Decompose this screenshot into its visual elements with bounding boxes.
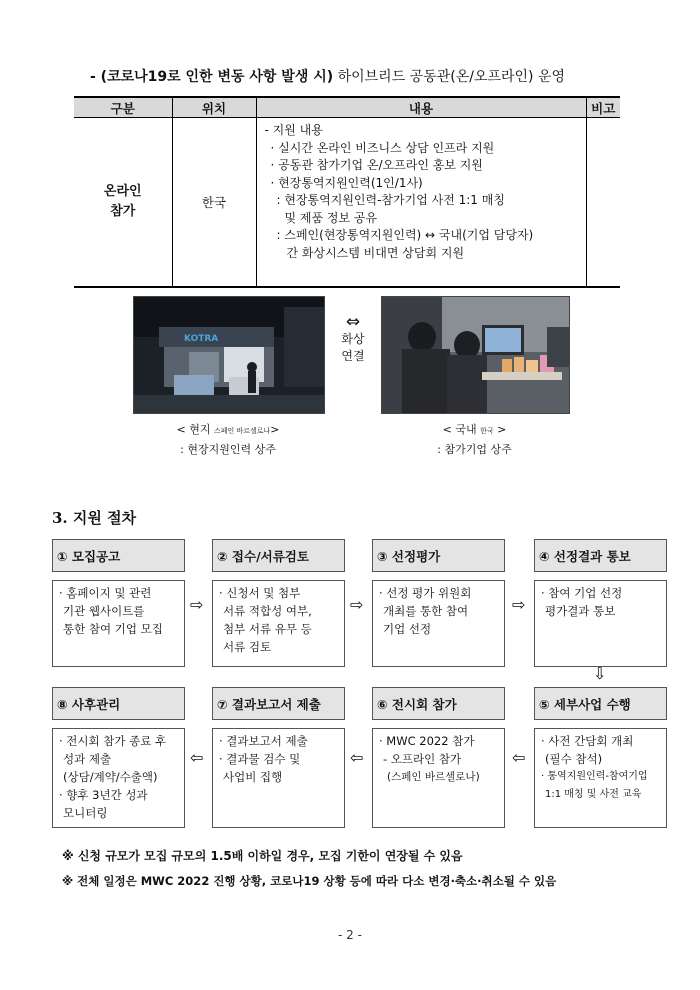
header-content: 내용 xyxy=(256,97,586,118)
left-photo-caption xyxy=(133,421,323,457)
step-line: 평가결과 통보 xyxy=(545,604,616,618)
cell-location: 한국 xyxy=(172,118,256,288)
step-line: · MWC 2022 참가 xyxy=(379,734,475,748)
section-title: 3. 지원 절차 xyxy=(52,509,137,527)
step-line: 서류 적합성 여부, xyxy=(223,604,312,618)
step-1 xyxy=(52,539,185,667)
table-header-row xyxy=(74,97,620,118)
arrow-right-icon: ⇨ xyxy=(512,595,526,614)
step-title: ⑦ 결과보고서 제출 xyxy=(212,687,345,720)
content-line: : 스페인(현장통역지원인력) ↔ 국내(기업 담당자) xyxy=(276,228,534,242)
step-line: (상담/계약/수출액) xyxy=(63,770,158,784)
step-line: 서류 검토 xyxy=(223,640,272,654)
step-line: 기관 웹사이트를 xyxy=(63,604,145,618)
step-body xyxy=(52,728,185,828)
link-text: 화상 xyxy=(341,332,365,346)
caption-small: 스페인 바르셀로나 xyxy=(213,427,271,435)
header-location: 위치 xyxy=(172,97,256,118)
step-3 xyxy=(372,539,505,667)
step-title: ⑧ 사후관리 xyxy=(52,687,185,720)
step-body xyxy=(212,728,345,828)
headline-prefix: - (코로나19로 인한 변동 사항 발생 시) xyxy=(90,69,334,85)
link-arrow-icon: ⇔ xyxy=(345,312,361,332)
participants-photo-image xyxy=(382,297,569,413)
caption-small: 한국 xyxy=(480,427,494,435)
step-line: · 선정 평가 위원회 xyxy=(379,586,472,600)
step-line: · 홈페이지 및 관련 xyxy=(59,586,152,600)
step-line: 기업 선정 xyxy=(383,622,432,636)
arrow-right-icon: ⇨ xyxy=(350,595,364,614)
step-line: (필수 참석) xyxy=(545,752,603,766)
participants-photo xyxy=(381,296,570,414)
caption-sub: : 참가기업 상주 xyxy=(437,443,512,456)
headline-rest: 하이브리드 공동관(온/오프라인) 운영 xyxy=(333,69,566,85)
arrow-left-icon: ⇦ xyxy=(512,748,526,767)
category-line: 참가 xyxy=(110,204,136,219)
step-body xyxy=(534,580,667,667)
content-line: · 현장통역지원인력(1인/1사) xyxy=(270,175,423,190)
booth-photo-image xyxy=(134,297,324,413)
caption-sub: : 현장지원인력 상주 xyxy=(180,443,276,456)
step-body xyxy=(372,728,505,828)
caption-text: < 현지 xyxy=(176,423,214,436)
step-line: 성과 제출 xyxy=(63,752,112,766)
link-text: 연결 xyxy=(341,349,365,363)
step-title: ④ 선정결과 통보 xyxy=(534,539,667,572)
step-line: · 결과보고서 제출 xyxy=(219,734,308,748)
section-headline xyxy=(90,66,565,86)
step-line: 통한 참여 기업 모집 xyxy=(63,622,163,636)
step-line: 첨부 서류 유무 등 xyxy=(223,622,312,636)
step-title: ② 접수/서류검토 xyxy=(212,539,345,572)
content-line: · 공동관 참가기업 온/오프라인 홍보 지원 xyxy=(270,158,483,172)
step-line: · 사전 간담회 개최 xyxy=(541,734,634,748)
caption-text: > xyxy=(493,423,507,436)
step-5 xyxy=(534,687,667,828)
step-title: ③ 선정평가 xyxy=(372,539,505,572)
step-line: · 전시회 참가 종료 후 xyxy=(59,734,167,748)
arrow-right-icon: ⇨ xyxy=(190,595,204,614)
arrow-down-icon: ⇩ xyxy=(593,664,607,683)
cell-content xyxy=(256,118,586,288)
step-line: 개최를 통한 참여 xyxy=(383,604,469,618)
step-body xyxy=(212,580,345,667)
arrow-left-icon: ⇦ xyxy=(190,748,204,767)
category-line: 온라인 xyxy=(103,184,142,199)
step-line: · 참여 기업 선정 xyxy=(541,586,623,600)
step-line: 1:1 매칭 및 사전 교육 xyxy=(545,789,642,800)
step-6 xyxy=(372,687,505,828)
content-line: : 현장통역지원인력-참가기업 사전 1:1 매칭 xyxy=(276,193,505,207)
step-line: · 신청서 및 첨부 xyxy=(219,586,301,600)
step-line: · 결과물 검수 및 xyxy=(219,752,301,766)
note-schedule: ※ 전체 일정은 MWC 2022 진행 상황, 코로나19 상황 등에 따라 다소 변경·축소·취소될 수 있음 xyxy=(62,874,557,888)
right-photo-caption xyxy=(381,421,568,457)
content-line: 및 제품 정보 공유 xyxy=(284,210,378,225)
step-2 xyxy=(212,539,345,667)
step-line: 모니터링 xyxy=(63,806,108,820)
cell-category xyxy=(74,118,172,288)
cell-note xyxy=(586,118,620,288)
step-body xyxy=(534,728,667,828)
booth-sign: KOTRA xyxy=(184,334,219,344)
header-category: 구분 xyxy=(74,97,172,118)
video-link-label xyxy=(336,314,370,365)
caption-text: > xyxy=(270,423,280,436)
hybrid-pavilion-table xyxy=(74,96,620,288)
arrow-left-icon: ⇦ xyxy=(350,748,364,767)
content-line: 간 화상시스템 비대면 상담회 지원 xyxy=(286,245,465,260)
step-title: ⑤ 세부사업 수행 xyxy=(534,687,667,720)
step-7 xyxy=(212,687,345,828)
step-title: ⑥ 전시회 참가 xyxy=(372,687,505,720)
content-line: · 실시간 온라인 비즈니스 상담 인프라 지원 xyxy=(270,140,495,155)
step-title: ① 모집공고 xyxy=(52,539,185,572)
step-4 xyxy=(534,539,667,667)
step-line: (스페인 바르셀로나) xyxy=(387,771,480,783)
step-line: - 오프라인 참가 xyxy=(383,752,462,766)
step-8 xyxy=(52,687,185,828)
step-line: · 향후 3년간 성과 xyxy=(59,788,148,802)
step-body xyxy=(52,580,185,667)
header-note: 비고 xyxy=(586,97,620,118)
note-extension: ※ 신청 규모가 모집 규모의 1.5배 이하일 경우, 모집 기한이 연장될 수 있음 xyxy=(62,849,463,863)
step-body xyxy=(372,580,505,667)
page-number: - 2 - xyxy=(338,928,362,942)
table-row xyxy=(74,118,620,288)
step-line: 사업비 집행 xyxy=(223,770,283,784)
caption-text: < 국내 xyxy=(442,423,481,436)
booth-photo xyxy=(133,296,325,414)
content-line: - 지원 내용 xyxy=(264,123,323,137)
step-line: · 통역지원인력-참여기업 xyxy=(541,771,648,782)
